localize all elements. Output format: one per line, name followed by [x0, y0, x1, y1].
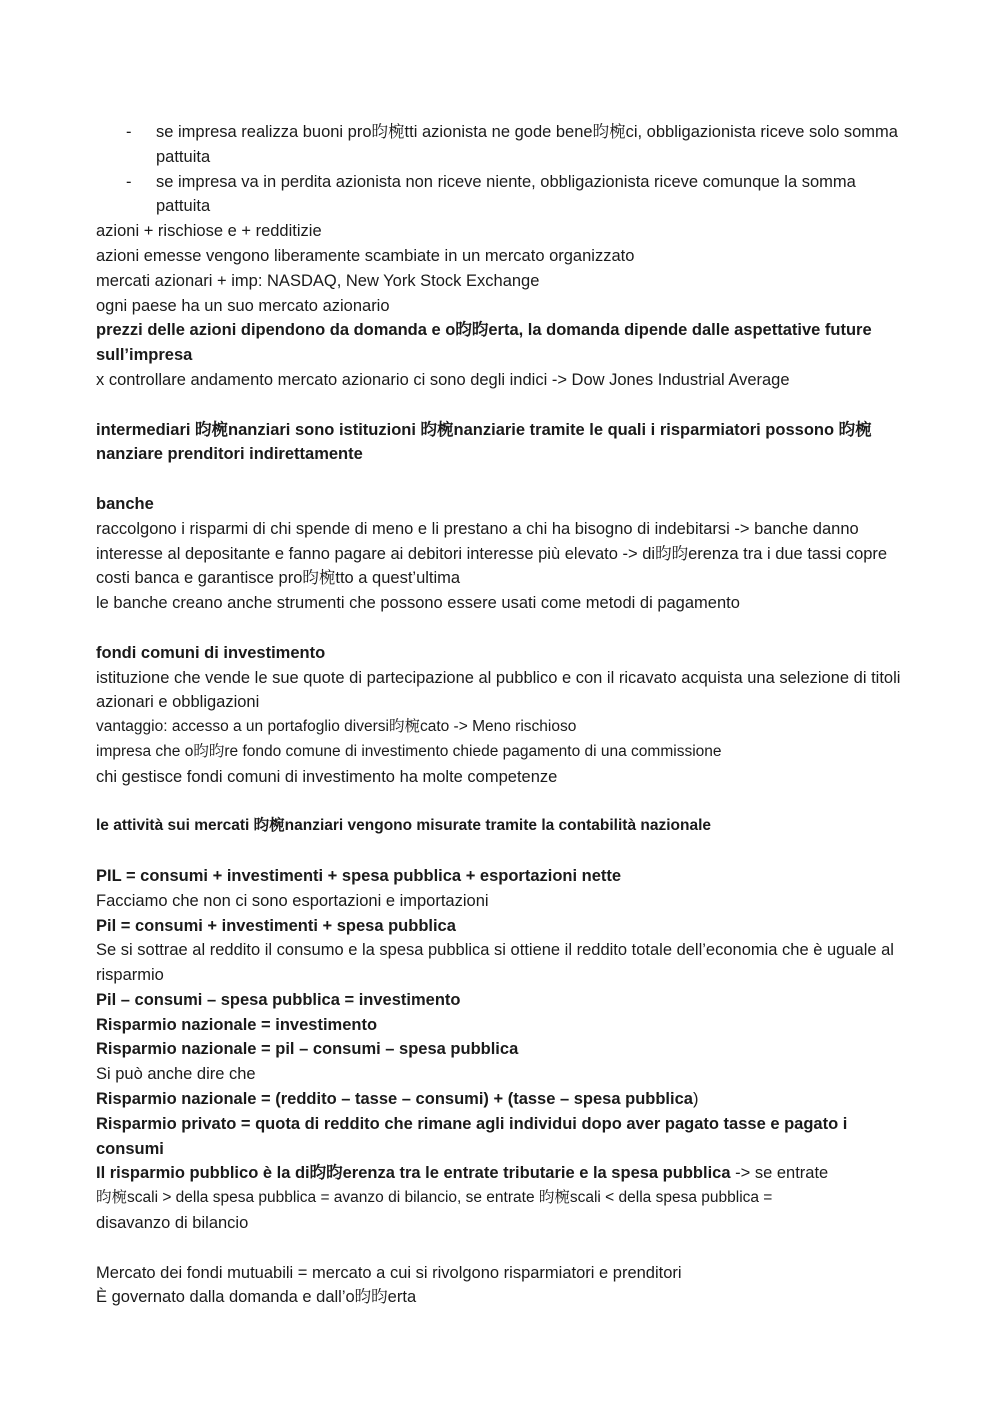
- text-line: x controllare andamento mercato azionario ci sono degli indici -> Dow Jones Industrial Average: [96, 370, 790, 389]
- paragraph: Se si sottrae al reddito il consumo e la spesa pubblica si ottiene il reddito totale dell’economia che è uguale al risparmio: [96, 941, 894, 985]
- text-line: azioni + rischiose e + redditizie: [96, 222, 322, 241]
- section-heading: fondi comuni di investimento: [96, 643, 326, 662]
- text-line: Mercato dei fondi mutuabili = mercato a cui si rivolgono risparmiatori e prenditori: [96, 1263, 682, 1282]
- formula: PIL = consumi + investimenti + spesa pubblica + esportazioni nette: [96, 866, 622, 885]
- formula: Risparmio privato = quota di reddito che rimane agli individui dopo aver pagato tasse e pagato i consumi: [96, 1114, 848, 1158]
- bullet-dash: -: [126, 172, 132, 191]
- formula-line: [96, 1087, 906, 1112]
- bold-statement: le attività sui mercati 昀椀nanziari vengono misurate tramite la contabilità nazionale: [96, 817, 711, 835]
- text-line: disavanzo di bilancio: [96, 1214, 249, 1233]
- formula-line: [96, 1161, 906, 1186]
- formula: Risparmio nazionale = (reddito – tasse – consumi) + (tasse – spesa pubblica: [96, 1090, 693, 1109]
- paragraph: istituzione che vende le sue quote di partecipazione al pubblico e con il ricavato acquista una selezione di titoli azionari e obbligazioni: [96, 668, 901, 712]
- bullet-text: se impresa va in perdita azionista non riceve niente, obbligazionista riceve comunque la somma pattuita: [156, 172, 856, 216]
- bullet-item: [96, 120, 906, 170]
- text-line: mercati azionari + imp: NASDAQ, New York Stock Exchange: [96, 271, 540, 290]
- paragraph: le banche creano anche strumenti che possono essere usati come metodi di pagamento: [96, 594, 740, 613]
- paragraph: chi gestisce fondi comuni di investimento ha molte competenze: [96, 767, 558, 786]
- bullet-text: se impresa realizza buoni pro昀椀tti azionista ne gode bene昀椀ci, obbligazionista riceve solo somma pattuita: [156, 123, 898, 166]
- bullet-dash: -: [126, 123, 132, 141]
- formula: Risparmio nazionale = investimento: [96, 1015, 378, 1034]
- formula: Risparmio nazionale = pil – consumi – spesa pubblica: [96, 1040, 519, 1059]
- formula-end: ): [692, 1090, 699, 1109]
- bullet-item: [96, 170, 906, 220]
- bold-statement: intermediari 昀椀nanziari sono istituzioni 昀椀nanziarie tramite le quali i risparmiatori possono 昀椀nanziare prenditori indirettamente: [96, 420, 872, 464]
- paragraph: raccolgono i risparmi di chi spende di meno e li prestano a chi ha bisogno di indebitarsi -> banche danno interesse al depositante e fanno pagare ai debitori interesse più elevato -> di昀昀erenza tra i due tassi copre costi banca e garantisce pro昀椀tto a quest’ultima: [96, 519, 888, 588]
- text-fragment: -> se entrate: [730, 1164, 829, 1183]
- paragraph: vantaggio: accesso a un portafoglio diversi昀椀cato -> Meno rischioso: [96, 718, 577, 736]
- formula: Pil = consumi + investimenti + spesa pubblica: [96, 916, 456, 935]
- formula: Il risparmio pubblico è la di昀昀erenza tra le entrate tributarie e la spesa pubblica: [96, 1164, 731, 1183]
- document-page: [96, 120, 906, 1310]
- text-line: Si può anche dire che: [96, 1065, 256, 1084]
- text-line: È governato dalla domanda e dall’o昀昀erta: [96, 1288, 417, 1307]
- section-heading: banche: [96, 494, 154, 513]
- formula: Pil – consumi – spesa pubblica = investimento: [96, 990, 461, 1009]
- bold-statement: prezzi delle azioni dipendono da domanda e o昀昀erta, la domanda dipende dalle aspettative future sull’impresa: [96, 321, 872, 365]
- paragraph: impresa che o昀昀re fondo comune di investimento chiede pagamento di una commissione: [96, 742, 722, 760]
- text-line: Facciamo che non ci sono esportazioni e importazioni: [96, 891, 489, 910]
- text-line: azioni emesse vengono liberamente scambiate in un mercato organizzato: [96, 246, 635, 265]
- text-line: ogni paese ha un suo mercato azionario: [96, 296, 390, 315]
- text-line: 昀椀scali > della spesa pubblica = avanzo di bilancio, se entrate 昀椀scali < della spesa pubblica =: [96, 1189, 773, 1207]
